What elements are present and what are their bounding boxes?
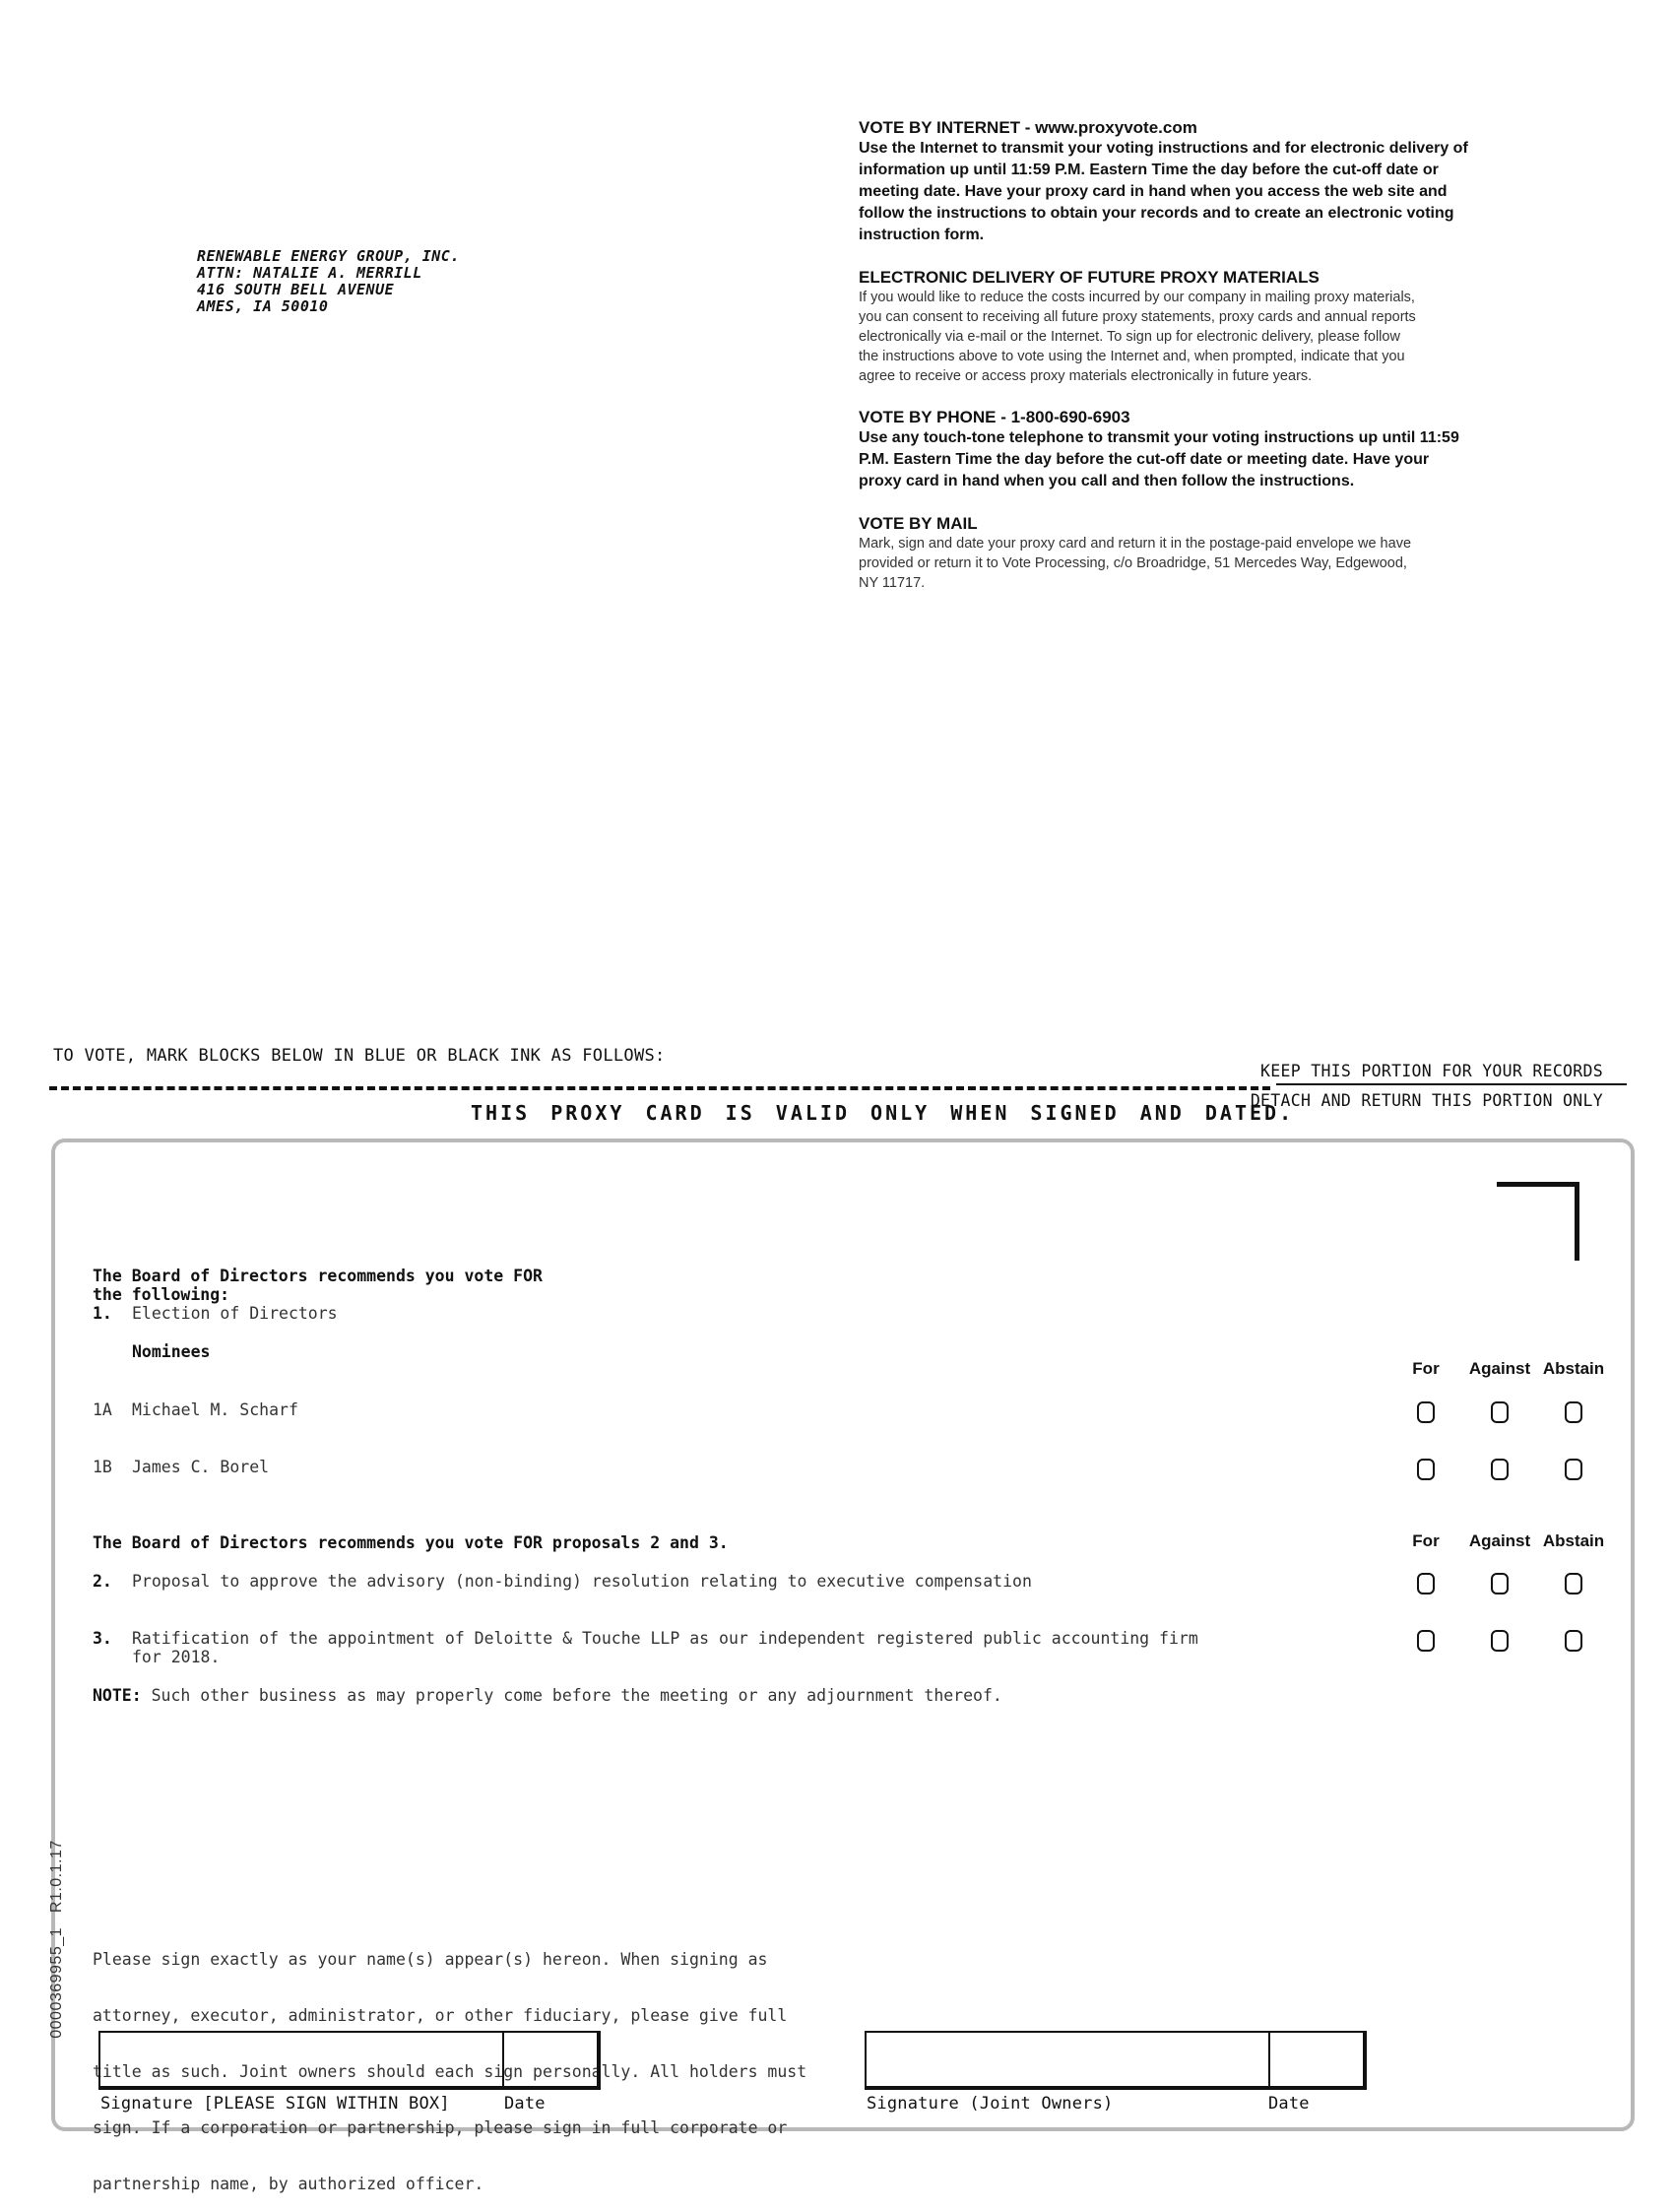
detach-line (49, 1086, 1270, 1090)
item-number: 1. (93, 1304, 112, 1323)
vote-against-checkbox[interactable] (1491, 1401, 1509, 1423)
text-line: follow the instructions to obtain your records and to create an electronic voting (859, 205, 1454, 222)
text-line: If you would like to reduce the costs incurred by our company in mailing proxy materials, (859, 290, 1415, 305)
nominee-name: James C. Borel (132, 1458, 270, 1476)
vote-for-checkbox[interactable] (1417, 1401, 1435, 1423)
text-line: information up until 11:59 P.M. Eastern Time the day before the cut-off date or (859, 162, 1439, 178)
mailing-address (197, 248, 460, 315)
text-line: electronically via e-mail or the Internet. To sign up for electronic delivery, please follow (859, 329, 1400, 345)
note (93, 1686, 1002, 1705)
vote-abstain-checkbox[interactable] (1565, 1630, 1582, 1652)
column-header-for: For (1412, 1531, 1440, 1550)
text-line: NY 11717. (859, 575, 926, 591)
keep-portion-label: KEEP THIS PORTION FOR YOUR RECORDS (1260, 1062, 1603, 1080)
board-recommendation-2: The Board of Directors recommends you vote FOR proposals 2 and 3. (93, 1533, 729, 1552)
vote-by-mail-heading: VOTE BY MAIL (859, 514, 978, 533)
item-election-of-directors: Election of Directors (132, 1304, 338, 1323)
vote-by-mail-section (859, 514, 1518, 593)
vote-by-phone-section (859, 408, 1518, 492)
text-line: the instructions above to vote using the Internet and, when prompted, indicate that you (859, 349, 1405, 364)
vote-by-phone-heading: VOTE BY PHONE - 1-800-690-6903 (859, 408, 1130, 426)
registration-mark (1497, 1182, 1579, 1261)
text-line: title as such. Joint owners should each sign personally. All holders must (93, 2062, 807, 2081)
mark-instructions: TO VOTE, MARK BLOCKS BELOW IN BLUE OR BLACK INK AS FOLLOWS: (53, 1046, 666, 1066)
validity-notice: THIS PROXY CARD IS VALID ONLY WHEN SIGNED AND DATED. (471, 1101, 1295, 1125)
detach-portion-label: DETACH AND RETURN THIS PORTION ONLY (1250, 1091, 1603, 1110)
text-line: P.M. Eastern Time the day before the cut-off date or meeting date. Have your (859, 451, 1430, 468)
note-label: NOTE: (93, 1686, 142, 1705)
text-line: sign. If a corporation or partnership, please sign in full corporate or (93, 2118, 788, 2137)
text-line: Use any touch-tone telephone to transmit your voting instructions up until 11:59 (859, 429, 1459, 446)
column-header-abstain: Abstain (1542, 1359, 1605, 1378)
address-line: 416 SOUTH BELL AVENUE (197, 281, 395, 298)
nominee-number: 1B (93, 1458, 112, 1476)
text-line: provided or return it to Vote Processing, c/o Broadridge, 51 Mercedes Way, Edgewood, (859, 555, 1407, 571)
signature-box[interactable] (98, 2031, 601, 2090)
text-line: Mark, sign and date your proxy card and return it in the postage-paid envelope we have (859, 536, 1412, 552)
joint-date-label: Date (1268, 2094, 1310, 2114)
column-header-for: For (1412, 1359, 1440, 1378)
joint-signature-box[interactable] (865, 2031, 1367, 2090)
keep-underline (1276, 1083, 1627, 1085)
proposal-text-cont: for 2018. (132, 1648, 221, 1666)
document-code: 0000369955_1 R1.0.1.17 (48, 1840, 65, 2039)
date-box[interactable] (502, 2033, 601, 2088)
text-line: attorney, executor, administrator, or other fiduciary, please give full (93, 2006, 788, 2025)
text-line: partnership name, by authorized officer. (93, 2175, 484, 2193)
proposal-text: Ratification of the appointment of Deloitte & Touche LLP as our independent registered public accounting firm (132, 1629, 1198, 1648)
joint-signature-label: Signature (Joint Owners) (867, 2094, 1114, 2114)
text-line: proxy card in hand when you call and then follow the instructions. (859, 473, 1355, 489)
vote-against-checkbox[interactable] (1491, 1630, 1509, 1652)
nominee-name: Michael M. Scharf (132, 1400, 298, 1419)
vote-for-checkbox[interactable] (1417, 1573, 1435, 1594)
text-line: Please sign exactly as your name(s) appear(s) hereon. When signing as (93, 1950, 768, 1969)
joint-date-box[interactable] (1268, 2033, 1367, 2088)
vote-by-internet-section (859, 118, 1518, 246)
text-line: instruction form. (859, 227, 985, 243)
vote-against-checkbox[interactable] (1491, 1459, 1509, 1480)
board-recommendation-1: The Board of Directors recommends you vote FOR (93, 1267, 543, 1285)
column-header-abstain: Abstain (1542, 1531, 1605, 1550)
vote-abstain-checkbox[interactable] (1565, 1459, 1582, 1480)
nominees-label: Nominees (132, 1342, 211, 1361)
board-recommendation-1-cont: the following: (93, 1285, 230, 1304)
text-line: Use the Internet to transmit your voting instructions and for electronic delivery of (859, 140, 1468, 157)
electronic-delivery-section (859, 268, 1518, 386)
date-label: Date (504, 2094, 546, 2114)
text-line: meeting date. Have your proxy card in hand when you access the web site and (859, 183, 1448, 200)
vote-abstain-checkbox[interactable] (1565, 1401, 1582, 1423)
vote-for-checkbox[interactable] (1417, 1459, 1435, 1480)
vote-by-internet-heading: VOTE BY INTERNET - www.proxyvote.com (859, 118, 1197, 137)
column-header-against: Against (1468, 1359, 1531, 1378)
proposal-number: 3. (93, 1629, 112, 1648)
address-line: ATTN: NATALIE A. MERRILL (197, 264, 422, 282)
text-line: you can consent to receiving all future proxy statements, proxy cards and annual reports (859, 309, 1416, 325)
note-text: Such other business as may properly come before the meeting or any adjournment thereof. (151, 1686, 1002, 1705)
vote-abstain-checkbox[interactable] (1565, 1573, 1582, 1594)
electronic-delivery-heading: ELECTRONIC DELIVERY OF FUTURE PROXY MATERIALS (859, 268, 1320, 287)
nominee-number: 1A (93, 1400, 112, 1419)
signature-label: Signature [PLEASE SIGN WITHIN BOX] (100, 2094, 450, 2114)
address-line: RENEWABLE ENERGY GROUP, INC. (197, 247, 460, 265)
column-header-against: Against (1468, 1531, 1531, 1550)
vote-against-checkbox[interactable] (1491, 1573, 1509, 1594)
text-line: agree to receive or access proxy materials electronically in future years. (859, 368, 1313, 384)
proposal-number: 2. (93, 1572, 112, 1591)
proposal-text: Proposal to approve the advisory (non-binding) resolution relating to executive compensation (132, 1572, 1032, 1591)
address-line: AMES, IA 50010 (197, 297, 329, 315)
vote-for-checkbox[interactable] (1417, 1630, 1435, 1652)
